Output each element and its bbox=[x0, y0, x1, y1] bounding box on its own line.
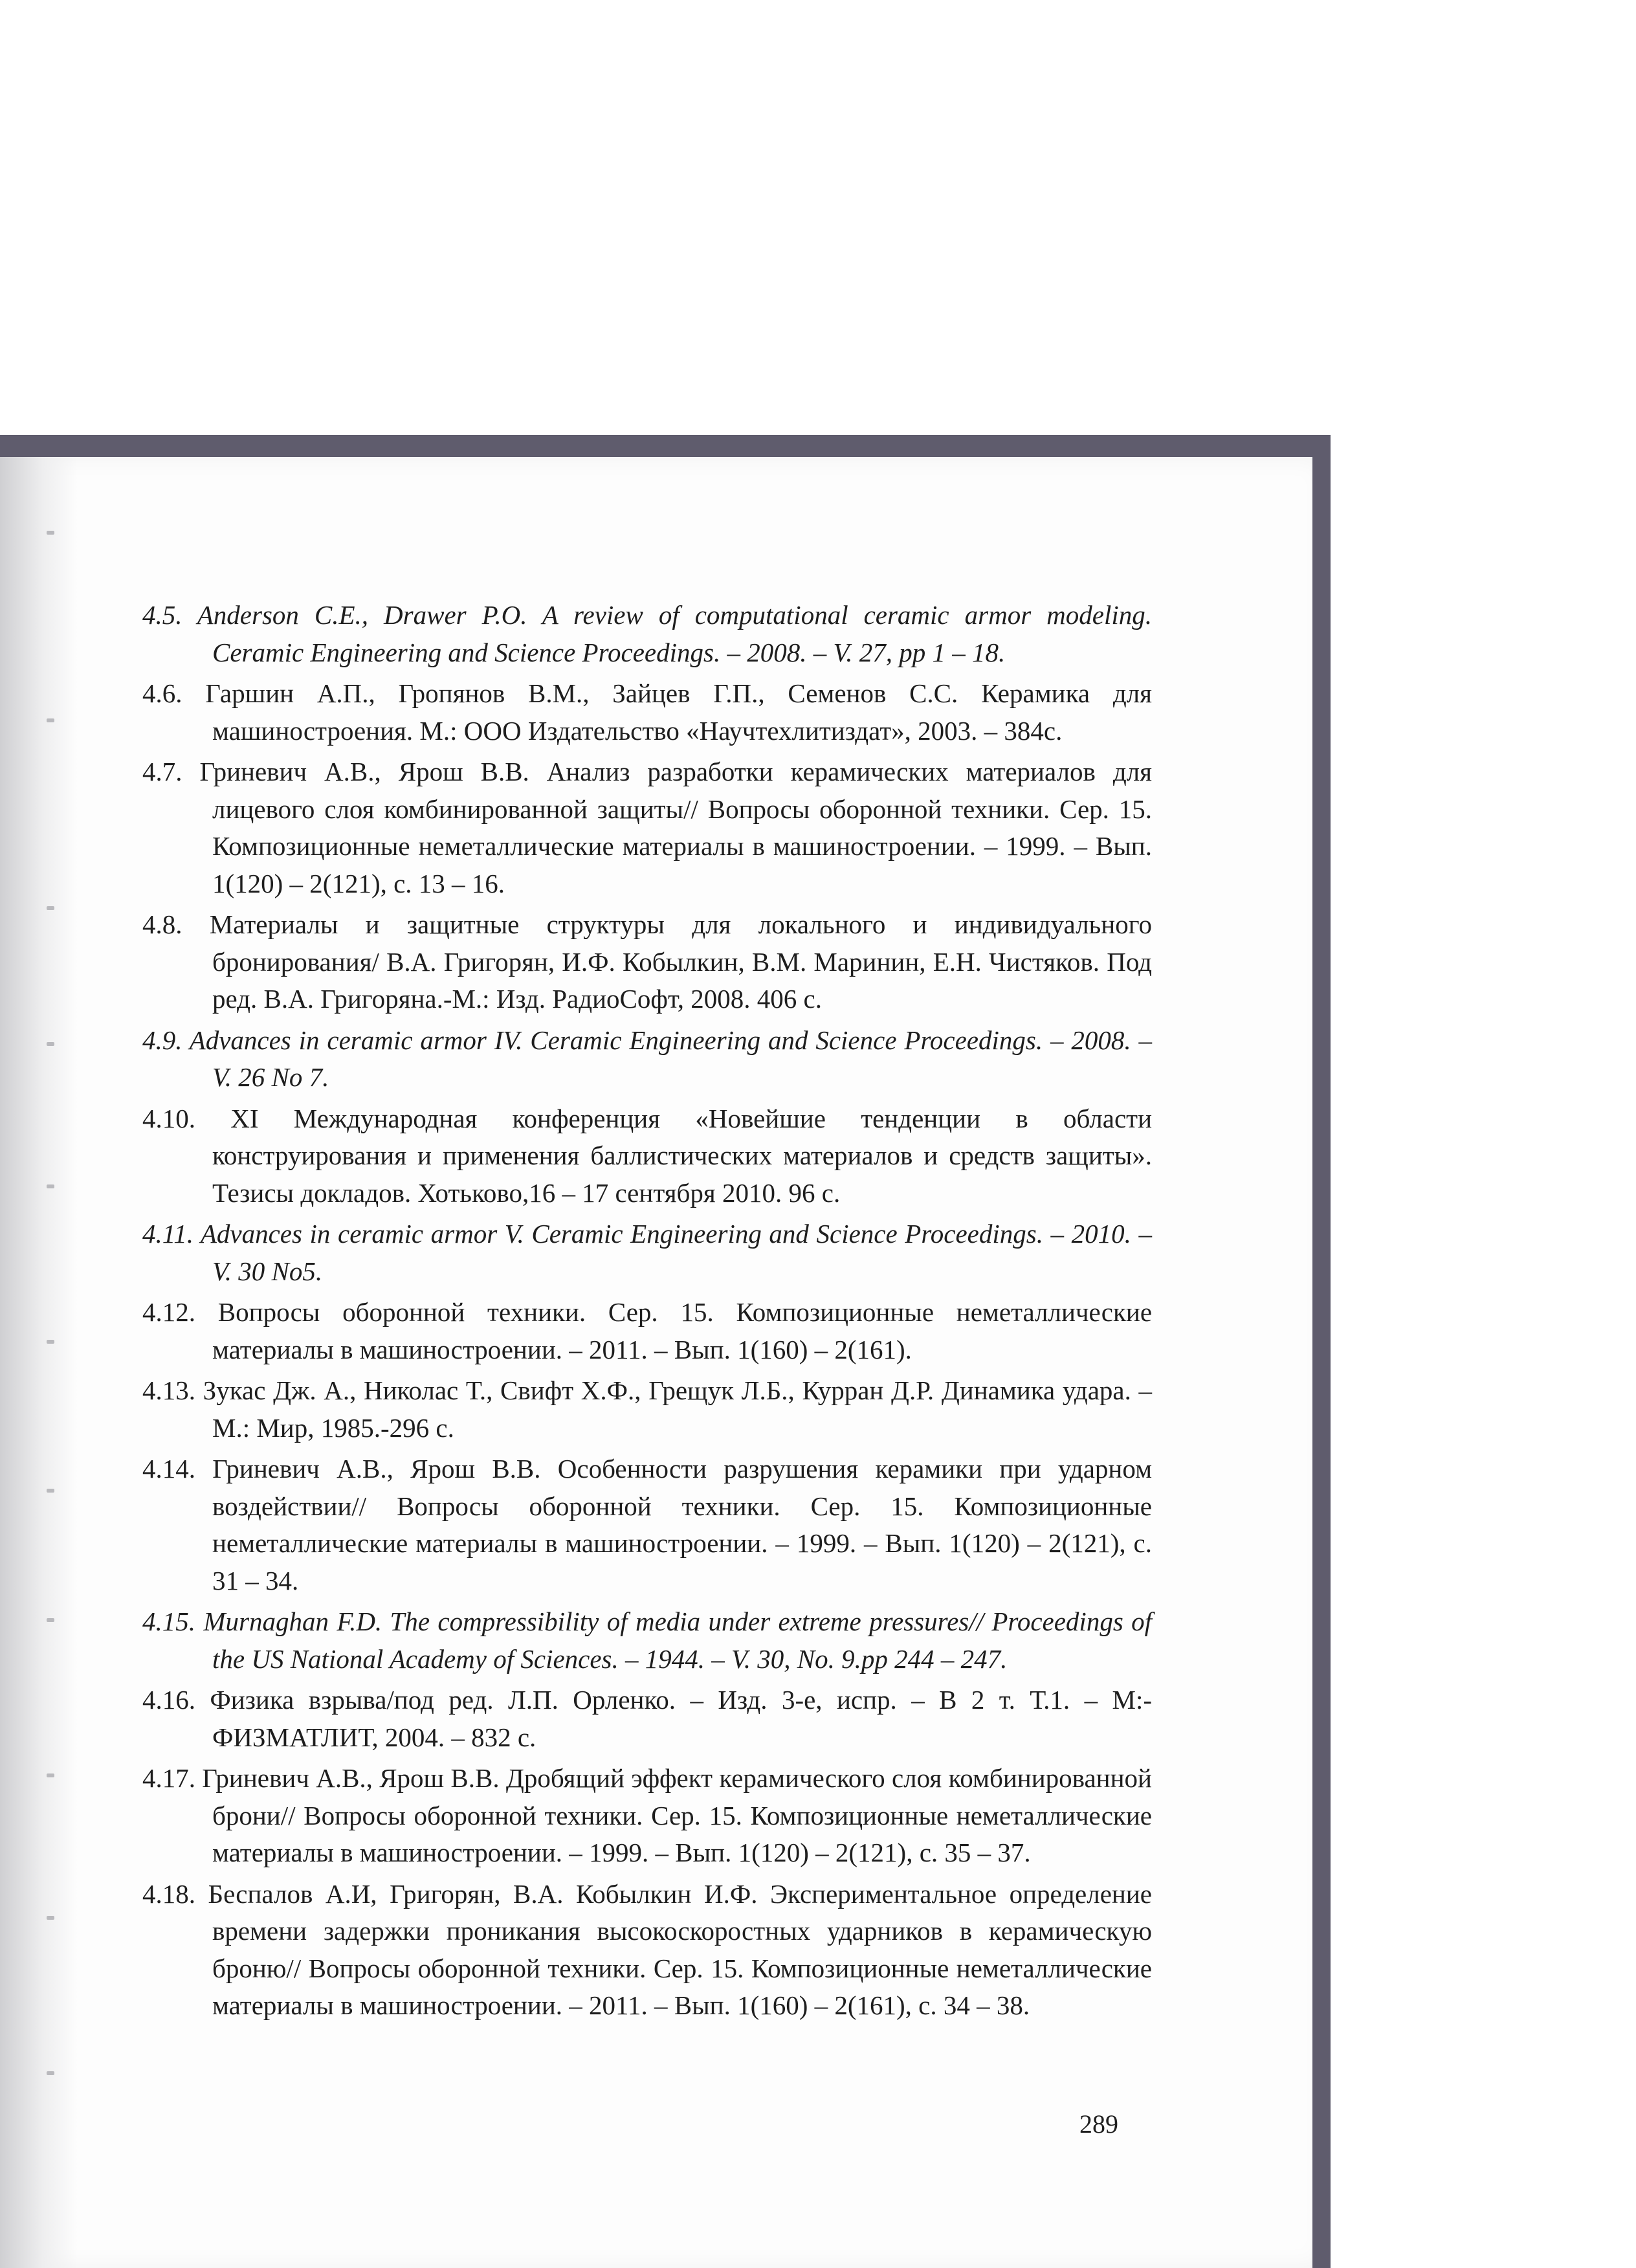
reference-text: Гриневич А.В., Ярош В.В. Дробящий эффект керамического слоя комбинированной брони// Вопросы оборонной техники. Сер. 15. Композиционные неметаллические материалы в машиностроении. – 1999. – Вып. 1(120) – 2(121), с. 35 – 37. bbox=[202, 1763, 1153, 1867]
reference-item bbox=[142, 1294, 1152, 1368]
reference-text: Материалы и защитные структуры для локального и индивидуального бронирования/ В.А. Григорян, И.Ф. Кобылкин, В.М. Маринин, Е.Н. Чистяков. Под ред. В.А. Григоряна.-М.: Изд. РадиоСофт, 2008. 406 с. bbox=[209, 909, 1152, 1014]
reference-text: Беспалов А.И, Григорян, В.А. Кобылкин И.Ф. Экспериментальное определение времени задержки проникания высокоскоростных ударников в керамическую броню// Вопросы оборонной техники. Сер. 15. Композиционные неметаллические материалы в машиностроении. – 2011. – Вып. 1(160) – 2(161), с. 34 – 38. bbox=[208, 1878, 1152, 2020]
reference-item bbox=[142, 1603, 1152, 1678]
reference-number: 4.15. bbox=[142, 1606, 195, 1636]
reference-number: 4.5. bbox=[142, 600, 182, 630]
reference-item bbox=[142, 1372, 1152, 1447]
reference-list bbox=[142, 597, 1152, 2029]
reference-text: Зукас Дж. А., Николас Т., Свифт Х.Ф., Грещук Л.Б., Курран Д.Р. Динамика удара. – М.: Мир, 1985.-296 с. bbox=[203, 1375, 1152, 1443]
reference-text: Advances in ceramic armor V. Ceramic Engineering and Science Proceedings. – 2010. – V. 30 No5. bbox=[200, 1219, 1152, 1286]
reference-item bbox=[142, 906, 1152, 1018]
reference-text: Гаршин А.П., Гропянов В.М., Зайцев Г.П., Семенов С.С. Керамика для машиностроения. М.: ООО Издательство «Научтехлитиздат», 2003. – 384с. bbox=[205, 678, 1153, 746]
page-number: 289 bbox=[1079, 2109, 1118, 2139]
reference-number: 4.10. bbox=[142, 1103, 195, 1133]
reference-item bbox=[142, 1100, 1152, 1212]
reference-item bbox=[142, 1022, 1152, 1096]
reference-item bbox=[142, 753, 1152, 902]
reference-item bbox=[142, 1216, 1152, 1290]
reference-item bbox=[142, 597, 1152, 671]
reference-item bbox=[142, 1876, 1152, 2025]
reference-number: 4.9. bbox=[142, 1025, 182, 1055]
reference-number: 4.11. bbox=[142, 1219, 193, 1249]
reference-text: Физика взрыва/под ред. Л.П. Орленко. – Изд. 3-е, испр. – В 2 т. Т.1. – М:-ФИЗМАТЛИТ, 2004. – 832 с. bbox=[210, 1685, 1152, 1752]
reference-item bbox=[142, 1682, 1152, 1756]
binding-marks bbox=[47, 505, 56, 2188]
reference-item bbox=[142, 1451, 1152, 1599]
reference-number: 4.16. bbox=[142, 1685, 195, 1715]
reference-text: Advances in ceramic armor IV. Ceramic Engineering and Science Proceedings. – 2008. – V. 26 No 7. bbox=[189, 1025, 1152, 1092]
reference-text: XI Международная конференция «Новейшие тенденции в области конструирования и применения баллистических материалов и средств защиты». Тезисы докладов. Хотьково,16 – 17 сентября 2010. 96 с. bbox=[212, 1103, 1153, 1208]
reference-number: 4.12. bbox=[142, 1297, 195, 1327]
reference-item bbox=[142, 1760, 1152, 1872]
page-gutter-shadow bbox=[0, 457, 78, 2268]
reference-number: 4.18. bbox=[142, 1878, 195, 1909]
reference-text: Вопросы оборонной техники. Сер. 15. Композиционные неметаллические материалы в машиностроении. – 2011. – Вып. 1(160) – 2(161). bbox=[212, 1297, 1153, 1364]
reference-text: Murnaghan F.D. The compressibility of media under extreme pressures// Proceedings of the US National Academy of Sciences. – 1944. – V. 30, No. 9.pp 244 – 247. bbox=[203, 1606, 1153, 1674]
reference-number: 4.17. bbox=[142, 1763, 195, 1793]
reference-number: 4.8. bbox=[142, 909, 182, 939]
reference-item bbox=[142, 675, 1152, 750]
reference-number: 4.7. bbox=[142, 757, 182, 786]
reference-text: Anderson C.E., Drawer P.O. A review of computational ceramic armor modeling. Ceramic Engineering and Science Proceedings. – 2008. – V. 27, pp 1 – 18. bbox=[197, 600, 1152, 667]
reference-number: 4.6. bbox=[142, 678, 182, 708]
reference-text: Гриневич А.В., Ярош В.В. Анализ разработки керамических материалов для лицевого слоя комбинированной защиты// Вопросы оборонной техники. Сер. 15. Композиционные неметаллические материалы в машиностроении. – 1999. – Вып. 1(120) – 2(121), с. 13 – 16. bbox=[199, 757, 1153, 898]
reference-number: 4.13. bbox=[142, 1375, 195, 1405]
reference-number: 4.14. bbox=[142, 1454, 195, 1484]
reference-text: Гриневич А.В., Ярош В.В. Особенности разрушения керамики при ударном воздействии// Вопросы оборонной техники. Сер. 15. Композиционные неметаллические материалы в машиностроении. – 1999. – Вып. 1(120) – 2(121), с. 31 – 34. bbox=[212, 1454, 1153, 1595]
